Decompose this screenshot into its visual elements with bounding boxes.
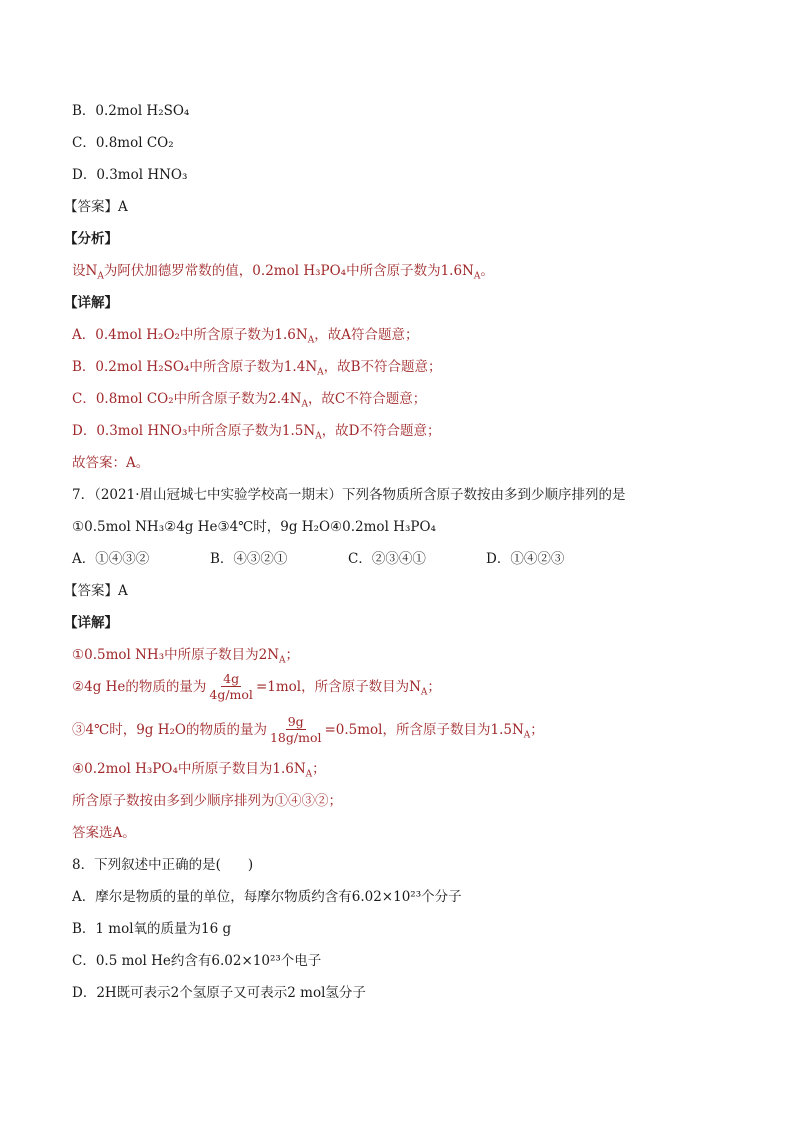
q7-detail-2-pre: ②4g He的物质的量为 bbox=[72, 679, 207, 695]
q8-option-c: C．0.5 mol He约含有6.02×10²³个电子 bbox=[72, 953, 322, 969]
final-answer: 故答案：A。 bbox=[72, 455, 150, 471]
option-d: D．0.3mol HNO₃ bbox=[72, 167, 188, 183]
q7-fraction-2 bbox=[268, 714, 324, 745]
analysis-label: 【分析】 bbox=[64, 231, 118, 247]
q7-detail-label: 【详解】 bbox=[64, 615, 118, 631]
answer-label: 【答案】A bbox=[64, 199, 128, 215]
q7-final-answer: 答案选A。 bbox=[72, 825, 136, 841]
detail-label: 【详解】 bbox=[64, 295, 118, 311]
q7-fraction-1-num: 4g bbox=[223, 671, 240, 686]
q7-detail-1: ①0.5mol NH₃中所原子数目为$2N_A$； bbox=[72, 647, 300, 666]
q8-option-d: D．2H既可表示2个氢原子又可表示2 mol氢分子 bbox=[72, 985, 366, 1001]
detail-line-c: C．0.8mol CO₂中所含原子数为$2.4N_A$，故C不符合题意； bbox=[72, 391, 427, 410]
q7-fraction-2-den: 18g/mol bbox=[269, 730, 322, 745]
detail-line-b: B．0.2mol H₂SO₄中所含原子数为$1.4N_A$，故B不符合题意； bbox=[72, 359, 442, 378]
question-8-stem: 8．下列叙述中正确的是( ) bbox=[72, 857, 254, 873]
q7-option-b: B．④③②① bbox=[210, 551, 288, 567]
q7-detail-3 bbox=[72, 712, 544, 748]
q7-option-c: C．②③④① bbox=[348, 551, 426, 567]
q7-detail-4: ④0.2mol H₃PO₄中所原子数目为$1.6N_A$； bbox=[72, 761, 326, 780]
q7-fraction-2-num: 9g bbox=[287, 714, 304, 729]
question-7-stem: 7．（2021·眉山冠城七中实验学校高一期末）下列各物质所含原子数按由多到少顺序排列的是 bbox=[72, 487, 626, 503]
q7-order: 所含原子数按由多到少顺序排列为①④③②； bbox=[72, 793, 342, 809]
q8-option-a: A．摩尔是物质的量的单位，每摩尔物质约含有6.02×10²³个分子 bbox=[72, 889, 462, 905]
q7-detail-2 bbox=[72, 669, 441, 705]
analysis-text: 设$N_A$为阿伏加德罗常数的值，0.2mol H₃PO₄中所含原子数为$1.6N_A$。 bbox=[72, 263, 494, 282]
q7-option-d: D．①④②③ bbox=[486, 551, 565, 567]
q7-option-a: A．①④③② bbox=[72, 551, 150, 567]
q8-option-b: B．1 mol氧的质量为16 g bbox=[72, 921, 232, 937]
q7-detail-3-pre: ③4℃时，9g H₂O的物质的量为 bbox=[72, 722, 267, 738]
detail-line-a: A．0.4mol H₂O₂中所含原子数为$1.6N_A$，故A符合题意； bbox=[72, 327, 419, 346]
q7-detail-2-post: =1mol，所含原子数目为$N_A$； bbox=[255, 679, 441, 698]
q7-fraction-1 bbox=[207, 671, 255, 702]
option-c: C．0.8mol CO₂ bbox=[72, 135, 174, 151]
q7-answer-label: 【答案】A bbox=[64, 583, 128, 599]
option-b: B．0.2mol H₂SO₄ bbox=[72, 103, 190, 119]
question-7-options bbox=[72, 549, 564, 569]
q7-fraction-1-den: 4g/mol bbox=[209, 687, 253, 702]
question-7-items: ①0.5mol NH₃②4g He③4℃时，9g H₂O④0.2mol H₃PO₄ bbox=[72, 519, 436, 535]
detail-line-d: D．0.3mol HNO₃中所含原子数为$1.5N_A$，故D不符合题意； bbox=[72, 423, 441, 442]
q7-detail-3-post: =0.5mol，所含原子数目为$1.5N_A$； bbox=[324, 722, 544, 741]
